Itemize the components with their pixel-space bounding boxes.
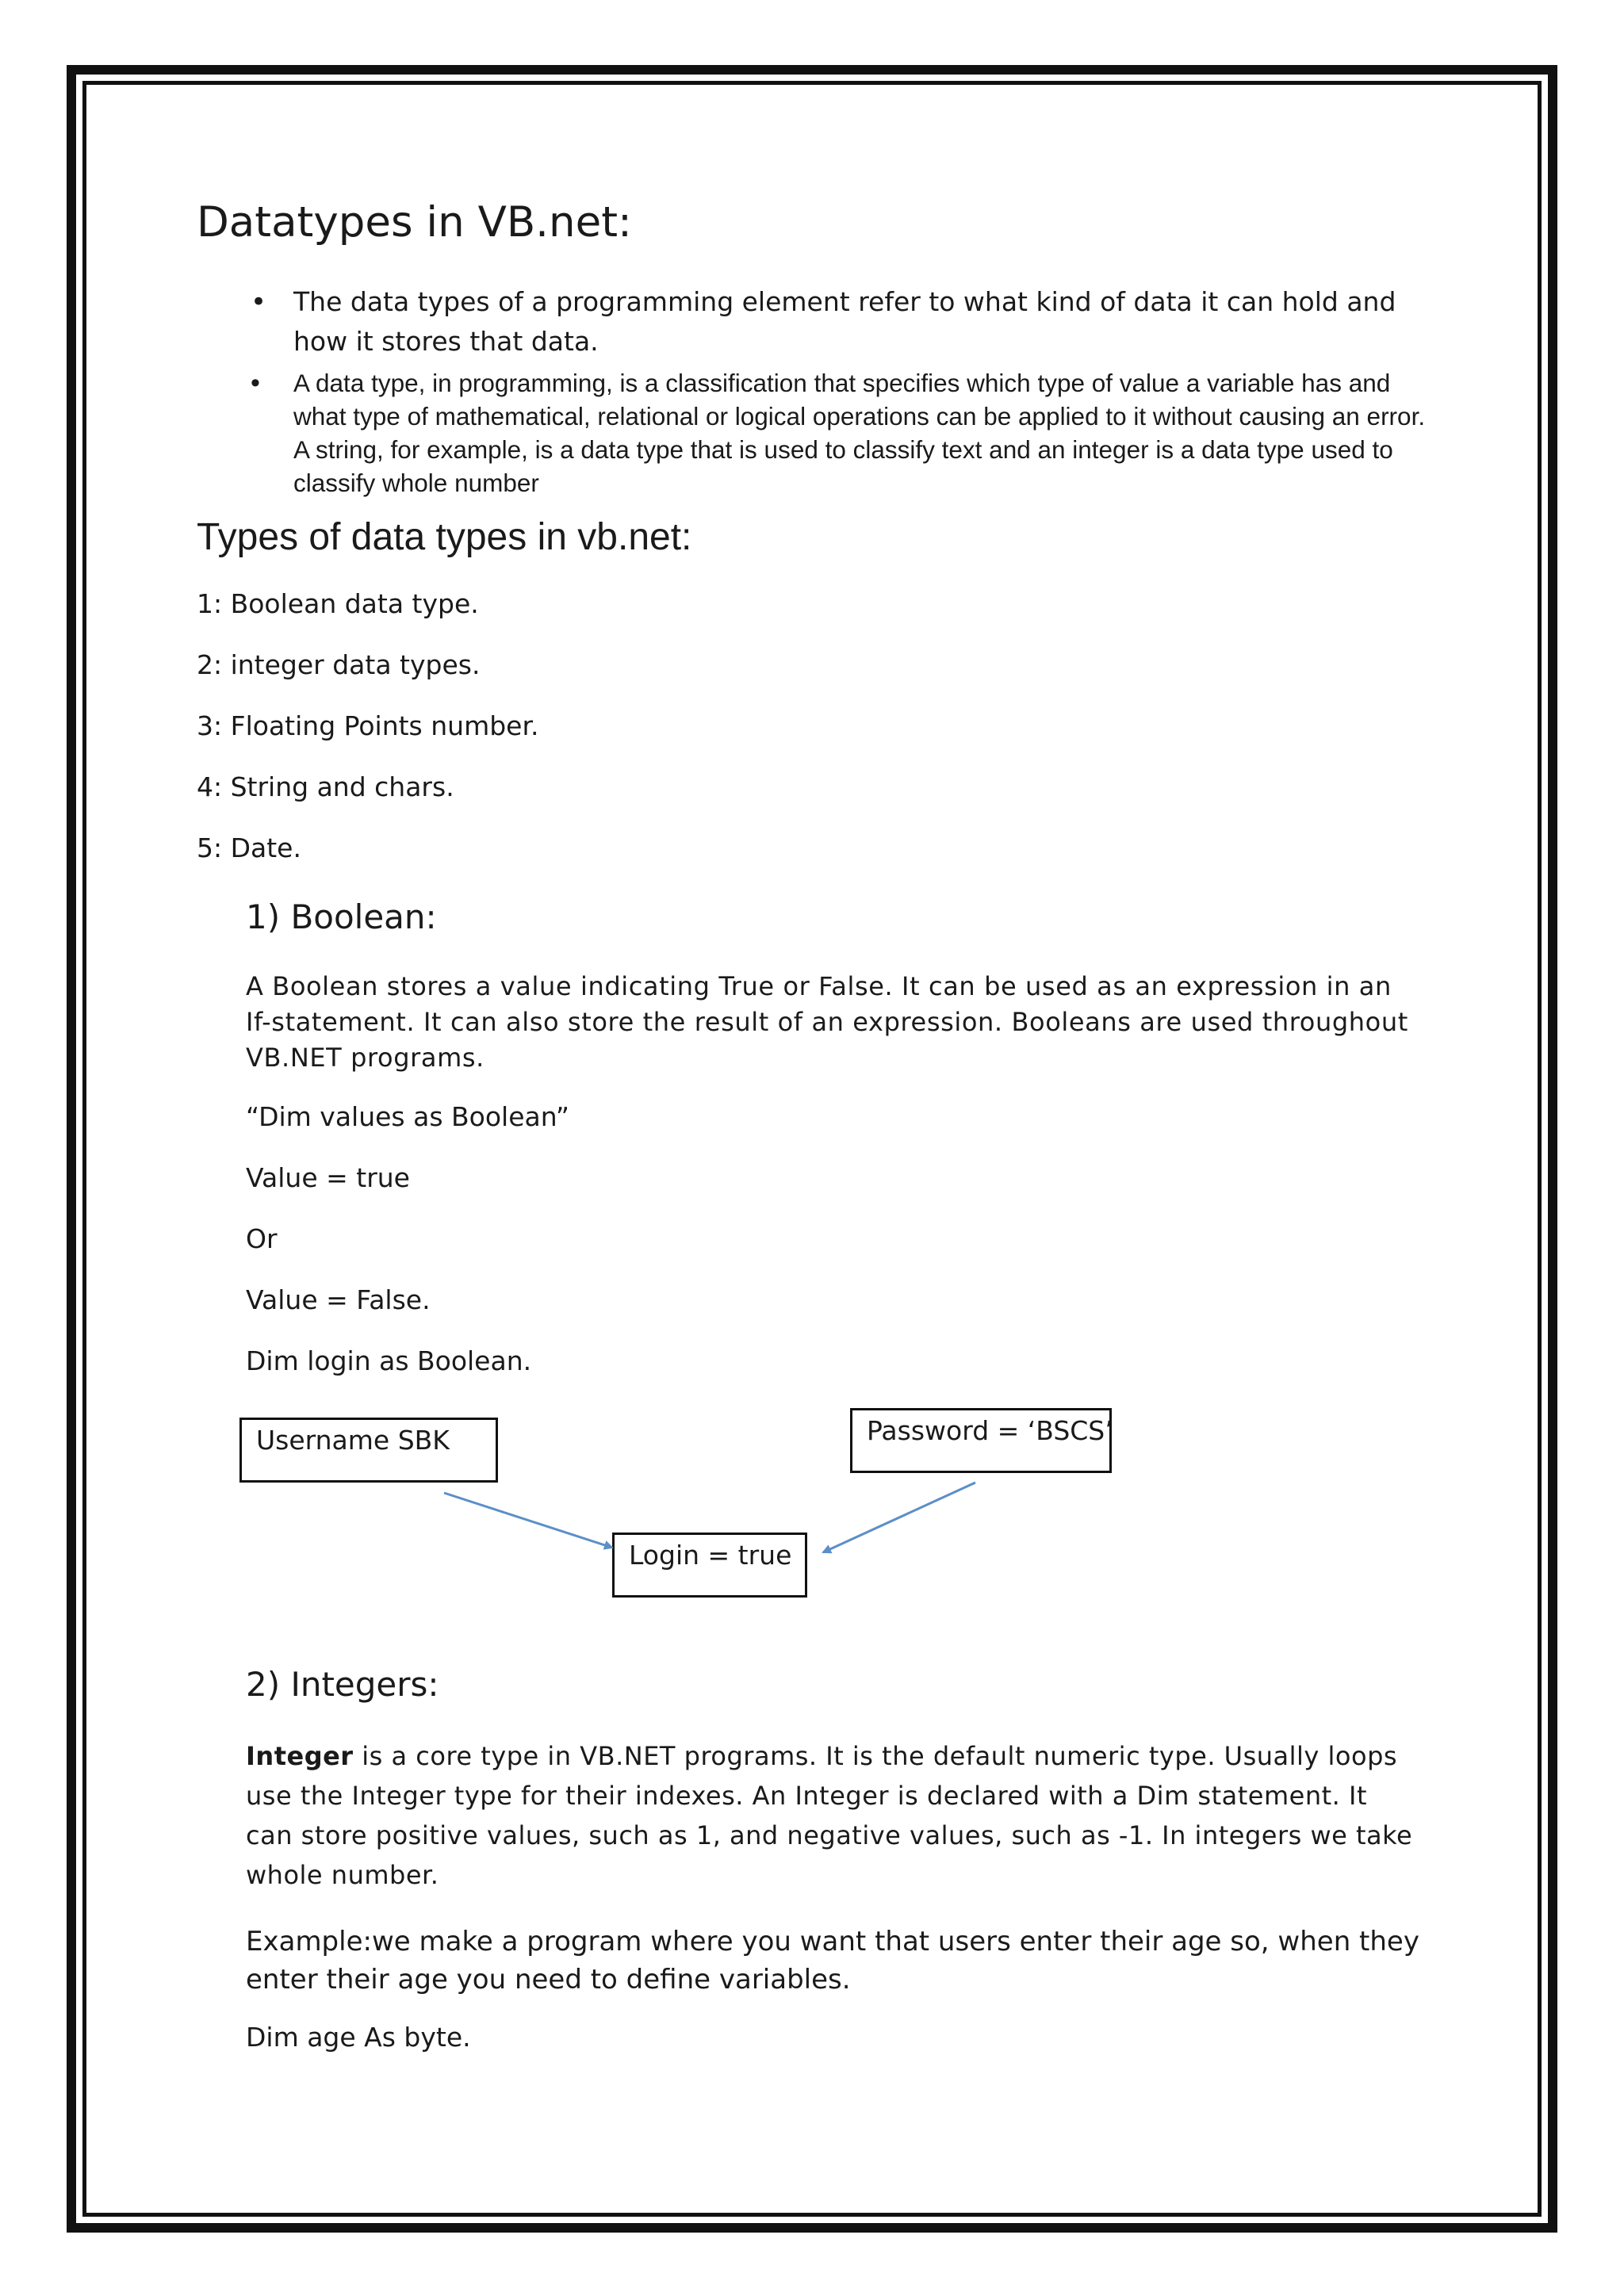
login-box: Login = true [612, 1533, 807, 1598]
bullet-text: A data type, in programming, is a classification that specifies which type of value a variable has and what type of mathematical, relational or logical operations can be applied to it without causing an error. A string, for example, is a data type that is used to classify text and an integer is a data type used to classify whole number [293, 369, 1426, 497]
boolean-heading: 1) Boolean: [246, 897, 437, 936]
page-title: Datatypes in VB.net: [197, 198, 632, 247]
boolean-code-line: Dim login as Boolean. [246, 1345, 532, 1376]
integers-code-line: Dim age As byte. [246, 2022, 471, 2053]
bullet-text: The data types of a programming element refer to what kind of data it can hold and how it stores that data. [293, 286, 1396, 357]
bullet-icon: • [251, 286, 267, 318]
boolean-code-line: Value = true [246, 1162, 410, 1193]
boolean-paragraph: A Boolean stores a value indicating True or False. It can be used as an expression in an If-statement. It can also store the result of an expression. Booleans are used throughout VB.NET programs. [246, 971, 1408, 1073]
integers-paragraph [246, 1736, 1419, 1895]
bullet-icon: • [251, 368, 260, 398]
types-heading: Types of data types in vb.net: [197, 516, 692, 558]
types-list-item: 5: Date. [197, 832, 301, 863]
types-list-item: 1: Boolean data type. [197, 588, 479, 619]
types-list-item: 2: integer data types. [197, 649, 481, 680]
password-box: Password = ‘BSCS’ [850, 1408, 1112, 1473]
boolean-code-line: Or [246, 1223, 278, 1254]
types-list-item: 3: Floating Points number. [197, 710, 539, 741]
integers-example: Example:we make a program where you want that users enter their age so, when they enter their age you need to define variables. [246, 1926, 1419, 1996]
boolean-code-line: Value = False. [246, 1284, 431, 1315]
username-box: Username SBK [239, 1418, 498, 1483]
types-list-item: 4: String and chars. [197, 771, 454, 802]
integer-bold-term: Integer [246, 1741, 354, 1771]
arrow-username-to-login [444, 1493, 612, 1548]
integers-paragraph-text: is a core type in VB.NET programs. It is the default numeric type. Usually loops use the Integer type for their indexes. An Integer is declared with a Dim statement. It can store positive values, such as 1, and negative values, such as -1. In integers we take whole number. [246, 1741, 1413, 1890]
boolean-code-line: “Dim values as Boolean” [246, 1101, 569, 1132]
arrow-password-to-login [823, 1483, 975, 1552]
integers-heading: 2) Integers: [246, 1665, 439, 1704]
